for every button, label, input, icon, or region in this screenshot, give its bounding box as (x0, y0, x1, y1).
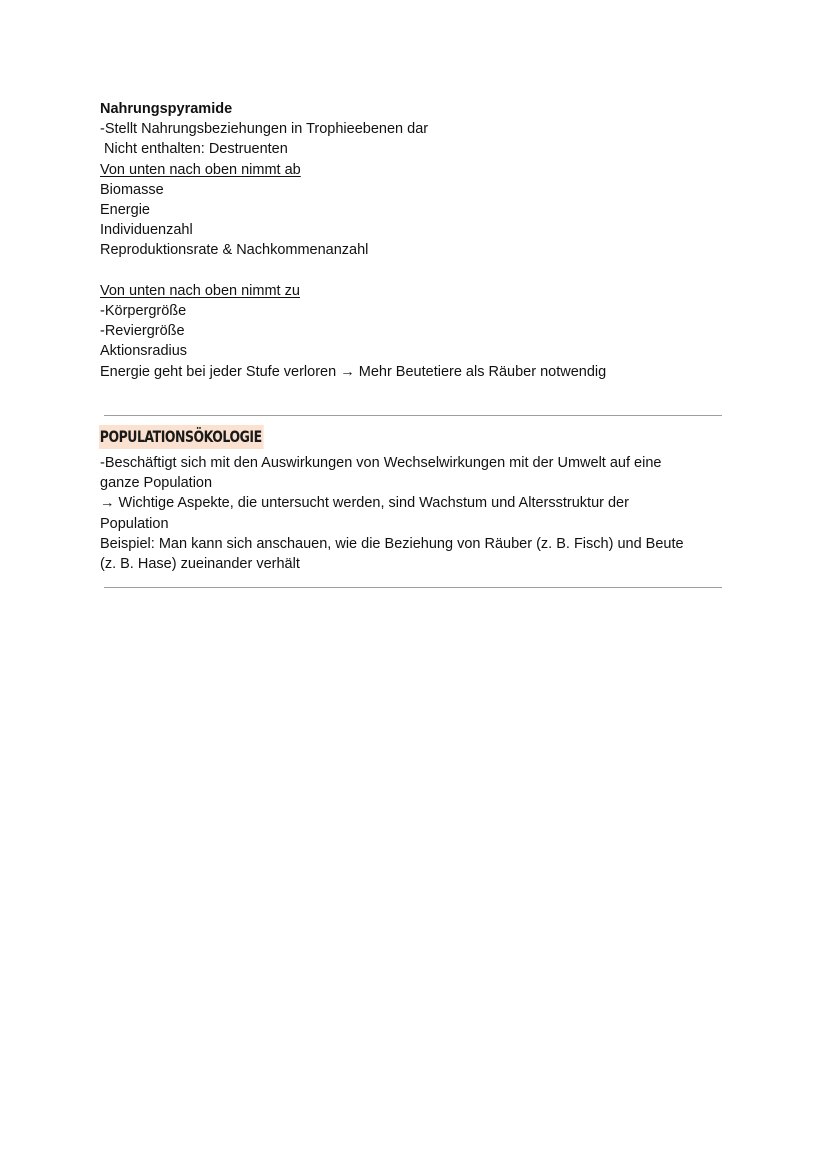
text-line: Nicht enthalten: Destruenten (100, 141, 288, 158)
text-line: Beispiel: Man kann sich anschauen, wie die Beziehung von Räuber (z. B. Fisch) und Beute (100, 535, 684, 552)
text-line: ganze Population (100, 475, 213, 492)
list-item: Aktionsradius (100, 343, 188, 360)
text-line: -Stellt Nahrungsbeziehungen in Trophieebenen dar (100, 121, 429, 138)
list-item: -Reviergröße (100, 323, 185, 340)
decrease-heading: Von unten nach oben nimmt ab (100, 161, 301, 178)
increase-heading: Von unten nach oben nimmt zu (100, 282, 300, 299)
text-line: Population (100, 515, 169, 532)
divider (104, 415, 722, 416)
pyramid-section (100, 99, 740, 382)
list-item: Biomasse (100, 181, 164, 198)
list-item: Reproduktionsrate & Nachkommenanzahl (100, 242, 369, 259)
list-item: -Körpergröße (100, 303, 187, 320)
spacer (100, 261, 740, 281)
list-item: Individuenzahl (100, 222, 193, 239)
population-section (100, 453, 725, 574)
list-item: Energie (100, 202, 150, 219)
population-heading: POPULATIONSÖKOLOGIE (99, 425, 263, 449)
text-line: (z. B. Hase) zueinander verhält (100, 556, 300, 573)
section-title: Nahrungspyramide (100, 101, 233, 117)
text-line: -Beschäftigt sich mit den Auswirkungen von Wechselwirkungen mit der Umwelt auf eine (100, 455, 662, 471)
text-line: → Wichtige Aspekte, die untersucht werden, sind Wachstum und Altersstruktur der (100, 495, 629, 512)
energy-note: Energie geht bei jeder Stufe verloren → Mehr Beutetiere als Räuber notwendig (100, 363, 607, 380)
divider (104, 587, 722, 588)
